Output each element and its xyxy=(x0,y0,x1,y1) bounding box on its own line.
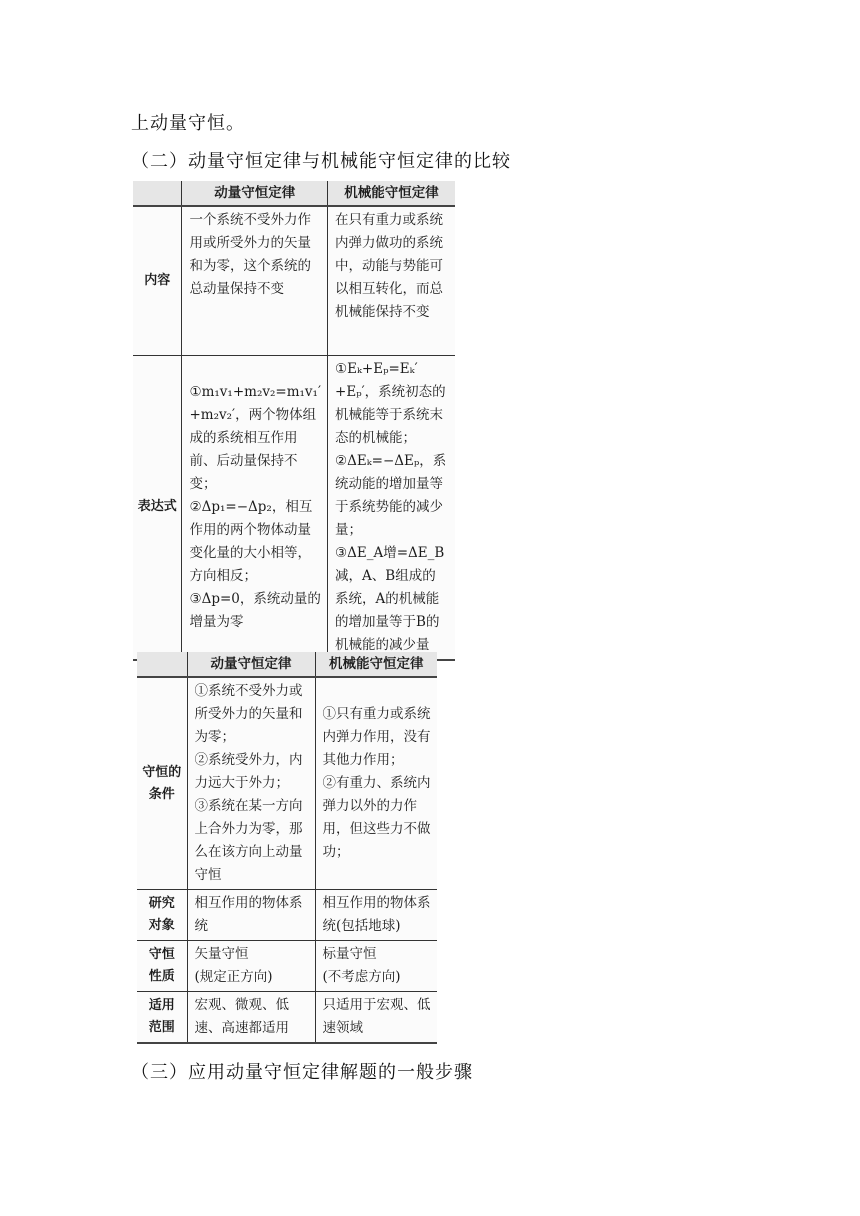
cell-energy-scope: 只适用于宏观、低速领域 xyxy=(315,992,437,1044)
table-row xyxy=(137,677,437,890)
cell-energy-conditions: ①只有重力或系统内弹力作用，没有其他力作用； ②有重力、系统内弹力以外的力作用，但这些力不做功； xyxy=(315,677,437,890)
cell-momentum-expression: ①m₁v₁+m₂v₂=m₁v₁′+m₂v₂′，两个物体组成的系统相互作用前、后动量保持不变； ②Δp₁=−Δp₂，相互作用的两个物体动量变化量的大小相等，方向相反； ③Δp=0，系统动量的增量为零 xyxy=(182,355,328,660)
cell-momentum-conditions: ①系统不受外力或所受外力的矢量和为零； ②系统受外力，内力远大于外力； ③系统在某一方向上合外力为零，那么在该方向上动量守恒 xyxy=(187,677,315,890)
table-header-row xyxy=(137,652,437,677)
cell-momentum-content: 一个系统不受外力作用或所受外力的矢量和为零，这个系统的总动量保持不变 xyxy=(182,206,328,355)
header-corner xyxy=(137,652,187,677)
header-corner xyxy=(133,181,182,206)
table-row xyxy=(137,890,437,941)
row-label-content: 内容 xyxy=(144,272,171,288)
paragraph-tail: 上动量守恒。 xyxy=(131,113,245,134)
cell-energy-content: 在只有重力或系统内弹力做功的系统中，动能与势能可以相互转化，而总机械能保持不变 xyxy=(328,206,455,355)
cell-momentum-nature: 矢量守恒 (规定正方向) xyxy=(187,941,315,992)
table-row xyxy=(137,941,437,992)
row-label-nature: 守恒 性质 xyxy=(137,941,187,992)
section-heading-steps: （三）应用动量守恒定律解题的一般步骤 xyxy=(131,1062,473,1083)
table-row xyxy=(133,206,455,355)
comparison-table-1 xyxy=(133,181,455,661)
row-label-scope: 适用 范围 xyxy=(137,992,187,1044)
comparison-table-2 xyxy=(137,652,437,1044)
section-heading-comparison: （二）动量守恒定律与机械能守恒定律的比较 xyxy=(131,151,511,172)
table-header-row xyxy=(133,181,455,206)
row-label-object: 研究 对象 xyxy=(137,890,187,941)
cell-momentum-object: 相互作用的物体系统 xyxy=(187,890,315,941)
header-momentum: 动量守恒定律 xyxy=(182,181,328,206)
cell-energy-expression: ①Eₖ+Eₚ=Eₖ′+Eₚ′，系统初态的机械能等于系统末态的机械能； ②ΔEₖ=−ΔEₚ，系统动能的增加量等于系统势能的减少量； ③ΔE_A增=ΔE_B减，A、B组成的系统，A的机械能的增加量等于B的机械能的减少量 xyxy=(328,355,455,660)
cell-energy-nature: 标量守恒 (不考虑方向) xyxy=(315,941,437,992)
cell-momentum-scope: 宏观、微观、低速、高速都适用 xyxy=(187,992,315,1044)
cell-energy-object: 相互作用的物体系统(包括地球) xyxy=(315,890,437,941)
table-row xyxy=(133,355,455,660)
table-row xyxy=(137,992,437,1044)
row-label-conditions: 守恒的 条件 xyxy=(142,764,182,802)
header-momentum: 动量守恒定律 xyxy=(187,652,315,677)
row-label-expression: 表达式 xyxy=(133,355,182,660)
header-energy: 机械能守恒定律 xyxy=(315,652,437,677)
header-energy: 机械能守恒定律 xyxy=(328,181,455,206)
